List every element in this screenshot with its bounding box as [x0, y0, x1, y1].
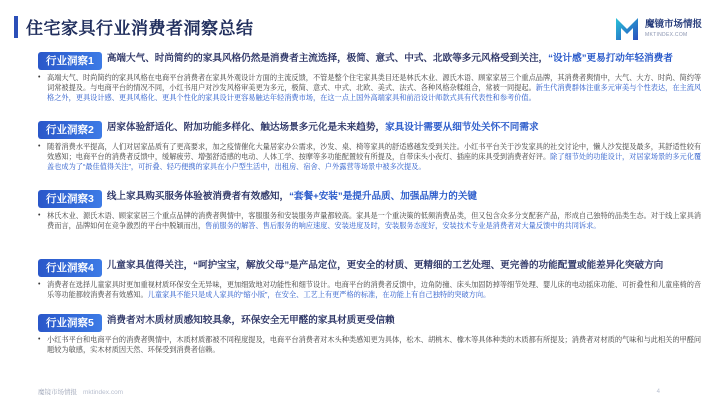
insight-section-1 [38, 52, 706, 104]
insight-section-3 [38, 190, 706, 231]
insight-tag: 行业洞察5 [38, 314, 102, 332]
page-number: 4 [656, 389, 660, 395]
insight-section-4 [38, 259, 706, 300]
logo-m-icon [614, 12, 640, 42]
insight-tag: 行业洞察1 [38, 52, 102, 70]
page-title: 住宅家具行业消费者洞察总结 [26, 19, 254, 38]
insight-title: 儿童家具值得关注，“呵护宝宝，解放父母”是产品定位，更安全的材质、更精细的工艺处理、更完善的功能配置或能差异化突破方向 [106, 260, 664, 271]
brand-logo [614, 12, 702, 42]
insight-title: 消费者对木质材质感知较具象，环保安全无甲醛的家具材质更受信赖 [106, 315, 395, 326]
logo-name: 魔镜市场情报 [644, 19, 702, 30]
insight-tag: 行业洞察4 [38, 259, 102, 277]
footer-url: mktindex.com [83, 389, 124, 396]
insight-section-2 [38, 121, 706, 173]
insight-bullet: • 林氏木业、源氏木语、顾家家居三个重点品牌的消费者舆情中，客服服务和安装服务声量都较高。家具是一个重决策的低频消费品类，但又包含众多分支配套产品，形成自己独特的品类生态。对于线上家具消费而言，品牌如何在竞争激烈的平台中脱颖而出，售前服务的解答、售后服务的响应速度、安装进度及时，安装服务态度好，安装技术专业是消费者对大量反馈中的共同诉求。 [38, 211, 702, 231]
footer [38, 387, 123, 396]
insight-title: 居家体验舒适化、附加功能多样化、触达场景多元化是未来趋势，家具设计需要从细节处关怀不同需求 [106, 122, 539, 133]
insight-bullet: • 消费者在选择儿童家具时更加重视材质环保安全无异味，更加细致地对功能性和细节设计。电商平台的消费者反馈中，边角防撞、床头加固防掉等细节处理、婴儿床的电动摇床功能、可折叠性和儿童座椅的音乐等功能都较消费者有效感知。儿童家具不能只是成人家具的“缩小版”，在安全、工艺上有更严格的标准，在功能上有自己独特的突破方向。 [38, 280, 702, 300]
insight-title: 线上家具购买服务体验被消费者有效感知，“套餐+安装”是提升品质、加强品牌力的关键 [106, 191, 478, 202]
insight-bullet: • 随着消费水平提高，人们对居家品质有了更高要求，加之疫情催化大量居家办公需求，沙发、桌、椅等家具的舒适感越发受到关注。小红书平台关于沙发家具的社交讨论中，懒人沙发提及最多，其舒适性较有效感知；电商平台的消费者反馈中，缓解疲劳、增强舒适感的电动、人体工学、按摩等多功能配置较有所提及，自带床头小夜灯、插座的床具受到消费者好评。除了细节处的功能设计，对居家场景的多元化覆盖也成为了“最佳值得关注”，可折叠、轻巧便携的家具在小户型生活中，出租房、宿舍、户外露营等场景中被多次提及。 [38, 142, 702, 172]
footer-brand: 魔镜市场情报 [38, 389, 77, 396]
insight-tag: 行业洞察3 [38, 190, 102, 208]
insight-tag: 行业洞察2 [38, 121, 102, 139]
insight-section-5 [38, 314, 706, 355]
title-accent-bar [14, 16, 18, 38]
insight-bullet: • 高端大气、时尚简约的家具风格在电商平台消费者在家具外观设计方面的主流反馈，不管是整个住宅家具类目还是林氏木业、源氏木语、顾家家居三个重点品牌，其消费者舆情中，大气、大方、时尚、简约等词常被提及。与电商平台的情况不同，小红书用户对沙发风格审美更为多元，极简、意式、中式、北欧、美式、法式、各种风格杂糅组合，常被一同提起。新生代消费群体注重多元审美与个性表达，在主流风格之外，更具设计感、更具风格化、更具个性化的家具设计更容易触达年轻消费市场，在这一点上国外高端家具和前沿设计师款式具有代表性和参考价值。 [38, 73, 702, 103]
logo-url: MKTINDEX.COM [644, 32, 688, 38]
insight-title: 高端大气、时尚简约的家具风格仍然是消费者主流选择，极简、意式、中式、北欧等多元风格受到关注，“设计感”更易打动年轻消费者 [106, 53, 673, 64]
insight-bullet: • 小红书平台和电商平台的消费者舆情中，木质材质都被不同程度提及，电商平台消费者对木头种类感知更为具体，松木、胡桃木、橡木等具体种类的木质都有所提及；消费者对材质的气味和与此相关的甲醛问题较为敏感，实木材质因天然、环保受到消费者信赖。 [38, 335, 702, 355]
